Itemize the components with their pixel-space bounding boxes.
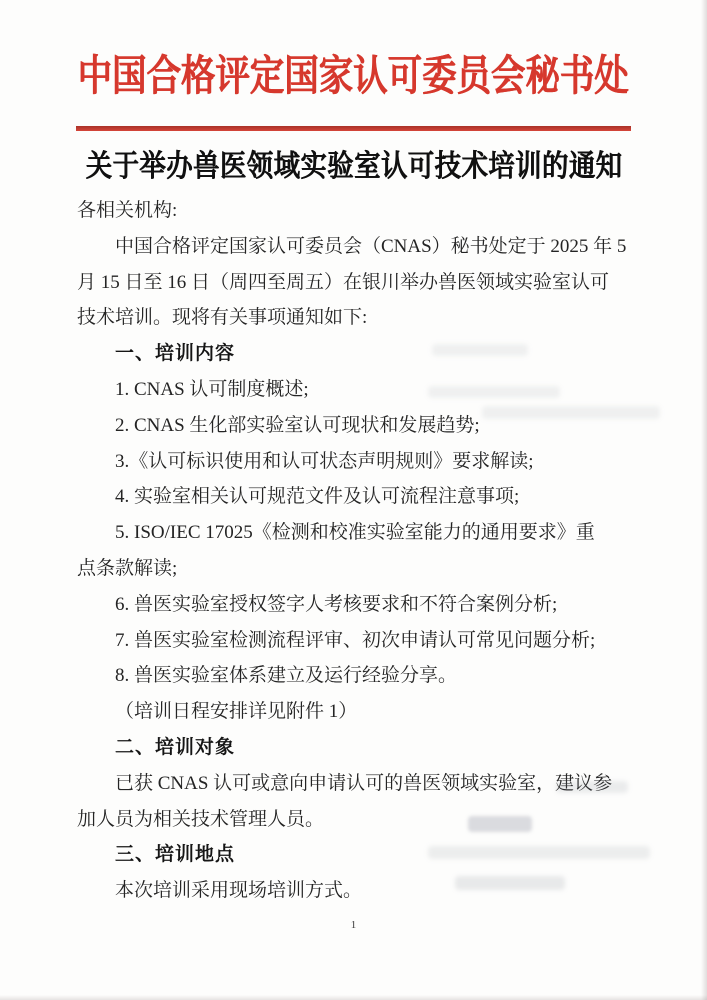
document-title-text: 关于举办兽医领域实验室认可技术培训的通知 (85, 150, 622, 183)
doc-line: 加人员为相关技术管理人员。 (77, 808, 325, 830)
scan-artifact (482, 406, 660, 419)
doc-line: 2. CNAS 生化部实验室认可现状和发展趋势; (115, 414, 480, 436)
doc-line: 8. 兽医实验室体系建立及运行经验分享。 (115, 665, 458, 687)
doc-line: 各相关机构: (77, 200, 178, 221)
doc-line: 4. 实验室相关认可规范文件及认可流程注意事项; (115, 486, 520, 508)
doc-line: 已获 CNAS 认可或意向申请认可的兽医领域实验室，建议参 (115, 772, 613, 794)
doc-line: 3.《认可标识使用和认可状态声明规则》要求解读; (115, 450, 534, 472)
scan-artifact (428, 846, 650, 859)
doc-line: 技术培训。现将有关事项通知如下: (77, 307, 368, 329)
doc-line: 月 15 日至 16 日（周四至周五）在银川举办兽医领域实验室认可 (77, 271, 610, 293)
doc-line: 7. 兽医实验室检测流程评审、初次申请认可常见问题分析; (115, 629, 596, 651)
doc-line: 5. ISO/IEC 17025《检测和校准实验室能力的通用要求》重 (115, 522, 595, 544)
scan-artifact (556, 781, 628, 793)
section-heading: 一、培训内容 (115, 343, 236, 365)
scan-edge-shadow (701, 0, 707, 1000)
scan-artifact (455, 876, 565, 890)
doc-line: 中国合格评定国家认可委员会（CNAS）秘书处定于 2025 年 5 (115, 235, 627, 257)
scan-artifact (428, 386, 560, 398)
section-heading: 三、培训地点 (115, 844, 236, 866)
section-heading: 二、培训对象 (115, 736, 236, 758)
doc-line: 1. CNAS 认可制度概述; (115, 378, 309, 400)
document-title (0, 148, 707, 186)
scan-edge-shadow (0, 995, 707, 1000)
page-number: 1 (350, 919, 357, 931)
letterhead-divider (76, 126, 631, 131)
letterhead-org-name: 中国合格评定国家认可委员会秘书处 (77, 54, 630, 100)
doc-line: 点条款解读; (77, 557, 178, 579)
scan-artifact (432, 344, 528, 356)
doc-line: （培训日程安排详见附件 1） (115, 701, 358, 723)
letterhead (0, 54, 707, 100)
document-body (77, 193, 633, 909)
scan-artifact (468, 816, 532, 832)
doc-line: 6. 兽医实验室授权签字人考核要求和不符合案例分析; (115, 593, 558, 615)
doc-line: 本次培训采用现场培训方式。 (115, 880, 363, 902)
